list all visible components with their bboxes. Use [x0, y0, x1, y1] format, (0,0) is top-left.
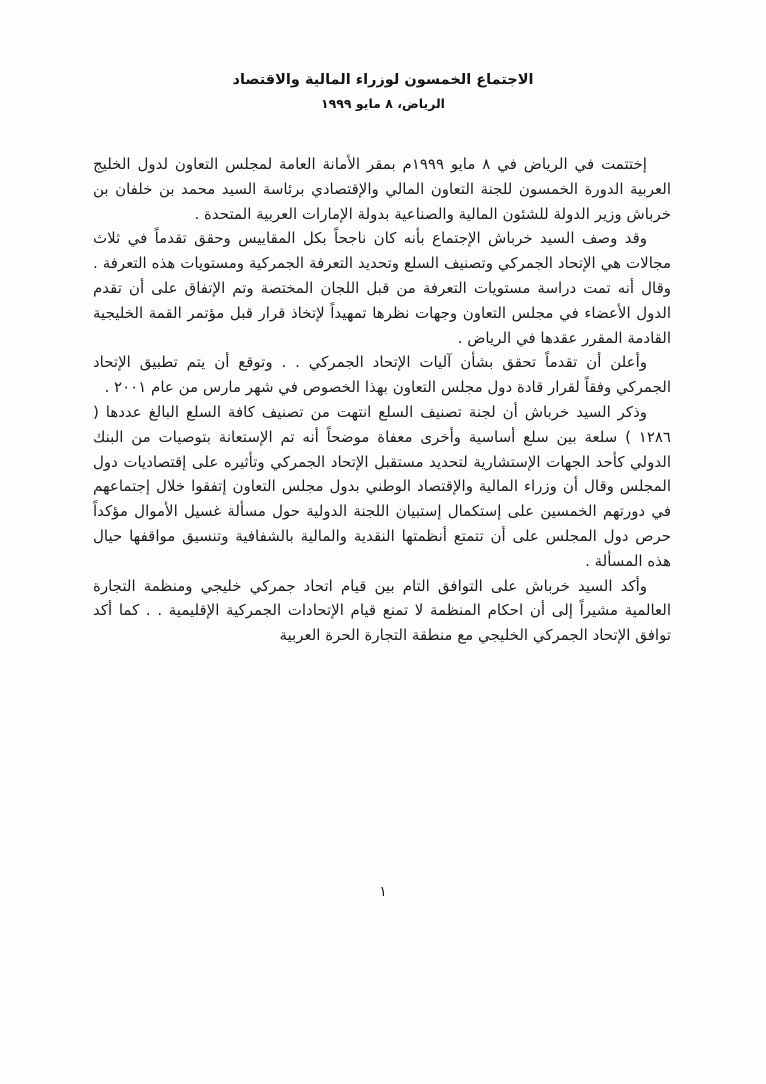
paragraph-5: وأكد السيد خرباش على التوافق التام بين قيام اتحاد جمركي خليجي ومنظمة التجارة العالمية مشيراً إلى أن احكام المنظمة لا تمنع قيام الإتحادات الجمركية الإقليمية . . كما أكد توافق الإتحاد الجمركي الخليجي مع منطقة التجارة الحرة العربية — [93, 576, 671, 645]
document-body — [93, 152, 671, 648]
paragraph-2: وقد وصف السيد خرباش الإجتماع بأنه كان ناجحاً بكل المقاييس وحقق تقدماً في ثلاث مجالات هي الإتحاد الجمركي وتصنيف السلع وتحديد التعرفة الجمركية ومستويات هذه التعرفة . وقال أنه تمت دراسة مستويات التعرفة من قبل اللجان المختصة وتم الإتفاق على أن تقدم الدول الأعضاء في مجلس التعاون وجهات نظرها تمهيداً لإتخاذ قرار قبل مؤتمر القمة الخليجية القادمة المقرر عقدها في الرياض . — [93, 229, 671, 347]
document-subtitle: الرياض، ٨ مايو ١٩٩٩ — [321, 96, 445, 111]
paragraph-4: وذكر السيد خرباش أن لجنة تصنيف السلع انتهت من تصنيف كافة السلع البالغ عددها ( ١٢٨٦ ) سلعة بين سلع أساسية وأخرى معفاة موضحاً أنه تم الإستعانة بتوصيات من البنك الدولي كأحد الجهات الإستشارية لتحديد مستقبل الإتحاد الجمركي وتأثيره على إقتصاديات دول المجلس وقال أن وزراء المالية والإقتصاد الوطني بدول مجلس التعاون إتفقوا خلال إجتماعهم في دورتهم الخمسين على إستكمال إستبيان اللجنة الدولية حول مسألة غسيل الأموال مؤكداً حرص دول المجلس على أن تتمتع أنظمتها النقدية والمالية بالشفافية وتنسيق مواقفها حيال هذه المسألة . — [93, 402, 671, 570]
document-title: الاجتماع الخمسون لوزراء المالية والاقتصاد — [232, 72, 534, 88]
paragraph-3: وأعلن أن تقدماً تحقق بشأن آليات الإتحاد الجمركي . . وتوقع أن يتم تطبيق الإتحاد الجمركي وفقاً لقرار قادة دول مجلس التعاون بهذا الخصوص في شهر مارس من عام ٢٠٠١ . — [93, 353, 671, 397]
paragraph-1: إختتمت في الرياض في ٨ مايو ١٩٩٩م بمقر الأمانة العامة لمجلس التعاون لدول الخليج العربية الدورة الخمسون للجنة التعاون المالي والإقتصادي برئاسة السيد محمد بن خلفان بن خرباش وزير الدولة للشئون المالية والصناعية بدولة الإمارات العربية المتحدة . — [93, 155, 671, 223]
document-header — [0, 72, 766, 111]
page-number: ١ — [379, 884, 387, 900]
